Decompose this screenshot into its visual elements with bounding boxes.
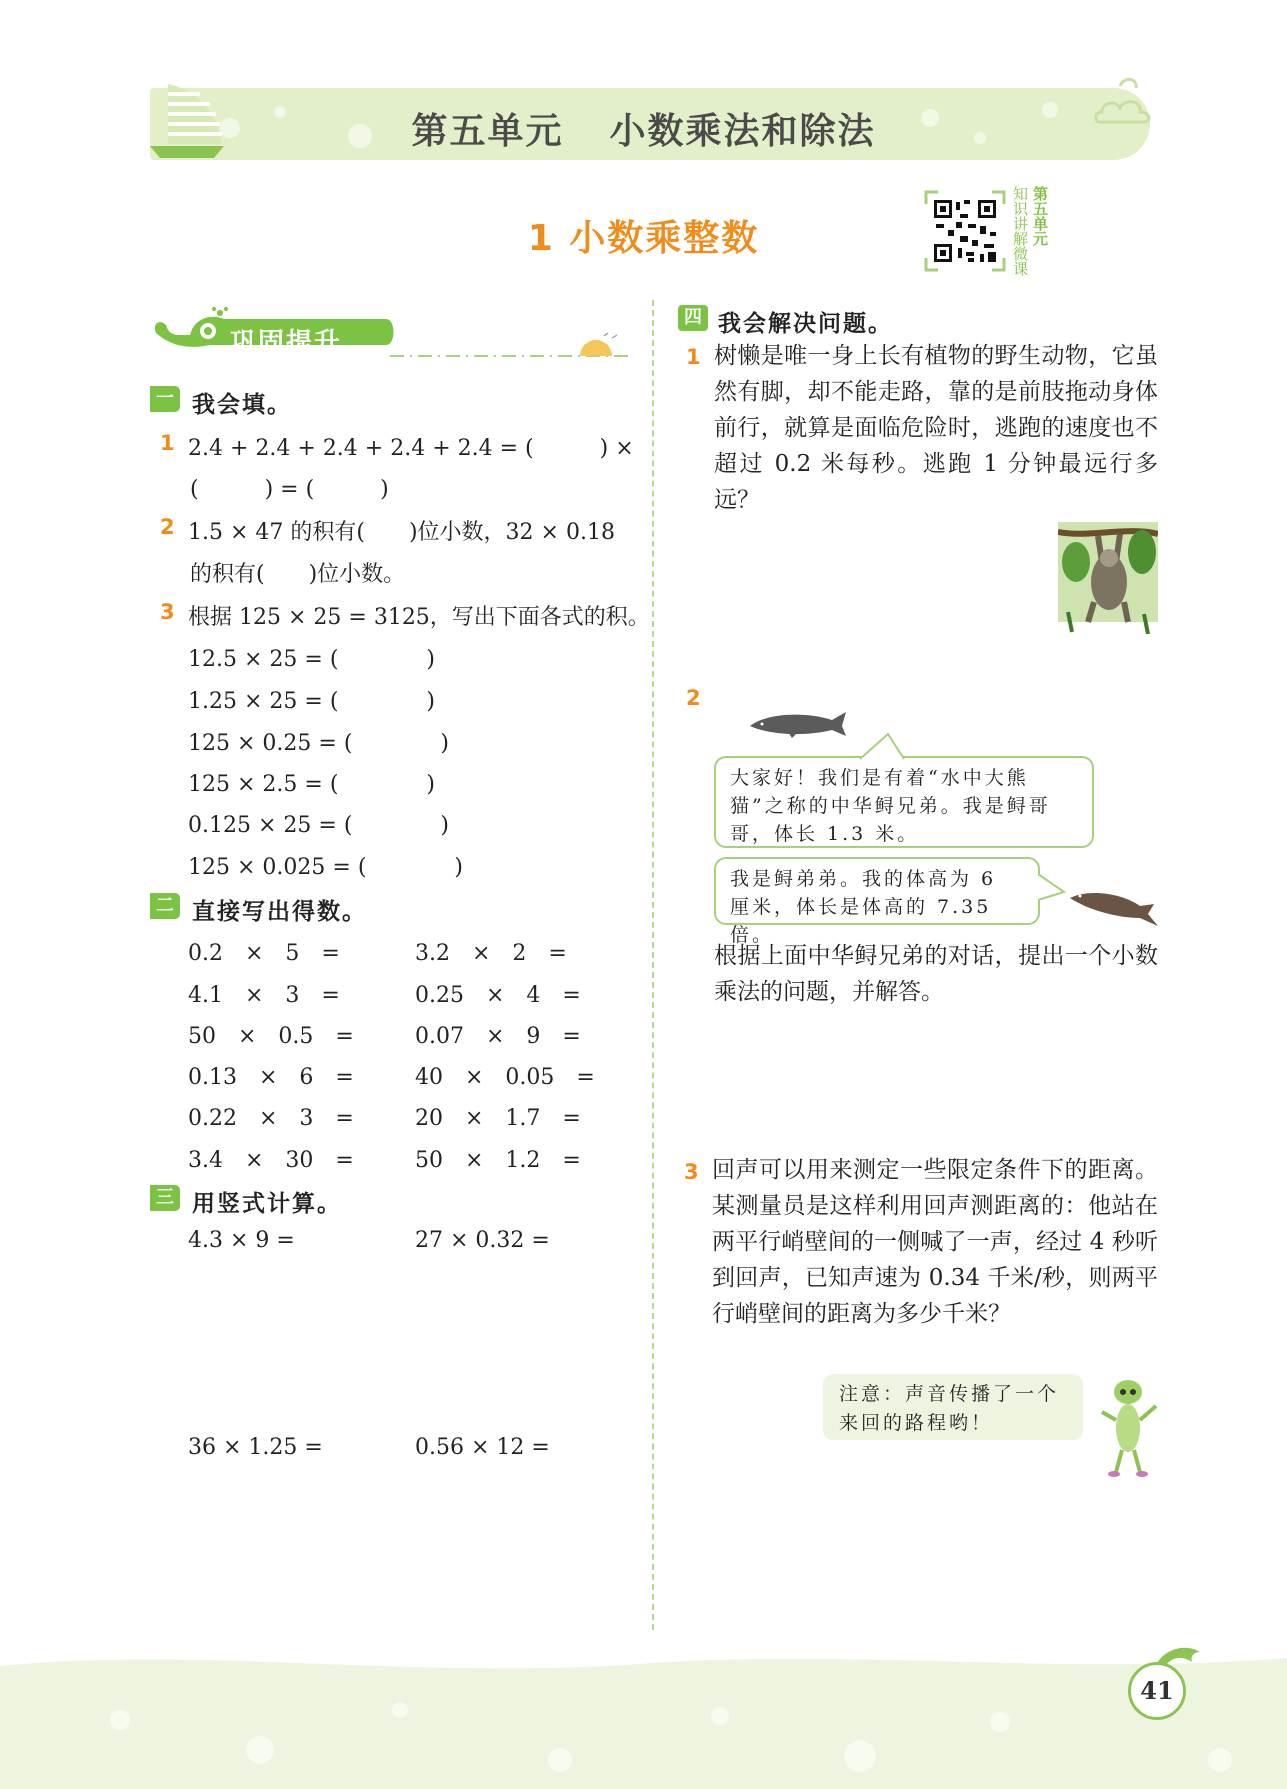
- q3-item: 0.125 × 25 = ( ): [188, 813, 449, 838]
- section1-tag: 一: [150, 386, 180, 412]
- p1-text: 树懒是唯一身上长有植物的野生动物，它虽然有脚，却不能走路，靠的是前肢拖动身体前行，就算是面临危险时，逃跑的速度也不超过 0.2 米每秒。逃跑 1 分钟最远行多远？: [714, 343, 1158, 513]
- q3-item: 125 × 0.025 = ( ): [188, 855, 463, 880]
- oral-calc-item: 0.07 × 9 =: [415, 1024, 581, 1049]
- qr-code-icon[interactable]: [924, 190, 1006, 272]
- bubble-tail: [858, 732, 908, 760]
- speech-bubble-brother: 大家好！我们是有着“水中大熊猫”之称的中华鲟兄弟。我是鲟哥哥，体长 1.3 米。: [714, 756, 1094, 848]
- section1-title: 我会填。: [192, 392, 292, 418]
- speech-bubble-younger: 我是鲟弟弟。我的体高为 6 厘米，体长是体高的 7.35 倍。: [714, 857, 1040, 925]
- oral-calc-item: 0.22 × 3 =: [188, 1106, 354, 1131]
- oral-calc-item: 0.25 × 4 =: [415, 983, 581, 1008]
- p2-number: 2: [686, 686, 701, 710]
- page-number: 41: [1128, 1662, 1186, 1720]
- sturgeon-big-illustration: [748, 706, 848, 740]
- q1-line2: ( ) = ( ): [190, 477, 389, 502]
- p2-text: 根据上面中华鲟兄弟的对话，提出一个小数乘法的问题，并解答。: [714, 943, 1158, 1005]
- q2-number: 2: [160, 515, 175, 539]
- bubble-tail: [1036, 872, 1066, 902]
- oral-calc-item: 50 × 0.5 =: [188, 1024, 354, 1049]
- vertical-calc-item: 27 × 0.32 =: [415, 1228, 550, 1253]
- oral-calc-item: 40 × 0.05 =: [415, 1065, 595, 1090]
- oral-calc-item: 4.1 × 3 =: [188, 983, 340, 1008]
- hint-bubble: 注意：声音传播了一个来回的路程哟！: [823, 1374, 1083, 1440]
- oral-calc-item: 0.2 × 5 =: [188, 941, 340, 966]
- section2-title: 直接写出得数。: [192, 899, 367, 925]
- q2-line2: 的积有( )位小数。: [190, 562, 406, 587]
- section4-title: 我会解决问题。: [718, 311, 893, 337]
- lesson-title: 1 小数乘整数: [527, 218, 760, 259]
- unit-title-b: 小数乘法和除法: [609, 111, 876, 152]
- q3-line: 根据 125 × 25 = 3125，写出下面各式的积。: [188, 605, 650, 630]
- q1-line1: 2.4 + 2.4 + 2.4 + 2.4 + 2.4 = ( ) ×: [188, 436, 634, 461]
- qr-caption-line2: 第五单元: [1031, 186, 1049, 246]
- q3-item: 12.5 × 25 = ( ): [188, 647, 435, 672]
- vertical-calc-item: 36 × 1.25 =: [188, 1435, 323, 1460]
- unit-title: [0, 103, 1287, 154]
- footer-wave: [0, 1640, 1287, 1789]
- q3-item: 1.25 × 25 = ( ): [188, 689, 435, 714]
- sloth-illustration: [1058, 522, 1158, 634]
- q2-line1: 1.5 × 47 的积有( )位小数，32 × 0.18: [188, 520, 615, 545]
- section4-tag: 四: [678, 305, 708, 331]
- qr-caption: [1012, 186, 1054, 278]
- q3-item: 125 × 2.5 = ( ): [188, 772, 435, 797]
- q1-number: 1: [160, 431, 175, 455]
- unit-title-a: 第五单元: [411, 111, 564, 152]
- vertical-calc-item: 0.56 × 12 =: [415, 1435, 550, 1460]
- cartoon-mascot-illustration: [1098, 1376, 1162, 1478]
- oral-calc-item: 20 × 1.7 =: [415, 1106, 581, 1131]
- sunset-decoration: [390, 330, 630, 370]
- vertical-calc-item: 4.3 × 9 =: [188, 1228, 295, 1253]
- q3-number: 3: [160, 600, 175, 624]
- p3-text: 回声可以用来测定一些限定条件下的距离。某测量员是这样利用回声测距离的：他站在两平行峭壁间的一侧喊了一声，经过 4 秒听到回声，已知声速为 0.34 千米/秒，则两平行峭壁间的距离为多少千米？: [712, 1157, 1158, 1327]
- column-divider: [652, 300, 654, 1630]
- oral-calc-item: 0.13 × 6 =: [188, 1065, 354, 1090]
- p3-number: 3: [684, 1160, 699, 1184]
- qr-caption-line1: 知识讲解微课: [1011, 186, 1029, 276]
- section3-title: 用竖式计算。: [192, 1191, 342, 1217]
- section3-tag: 三: [150, 1185, 180, 1211]
- oral-calc-item: 3.2 × 2 =: [415, 941, 567, 966]
- oral-calc-item: 3.4 × 30 =: [188, 1148, 354, 1173]
- sturgeon-small-illustration: [1068, 884, 1160, 930]
- p1-number: 1: [686, 345, 701, 369]
- q3-item: 125 × 0.25 = ( ): [188, 731, 449, 756]
- consolidate-label: 巩固提升: [230, 328, 343, 358]
- oral-calc-item: 50 × 1.2 =: [415, 1148, 581, 1173]
- section2-tag: 二: [150, 893, 180, 919]
